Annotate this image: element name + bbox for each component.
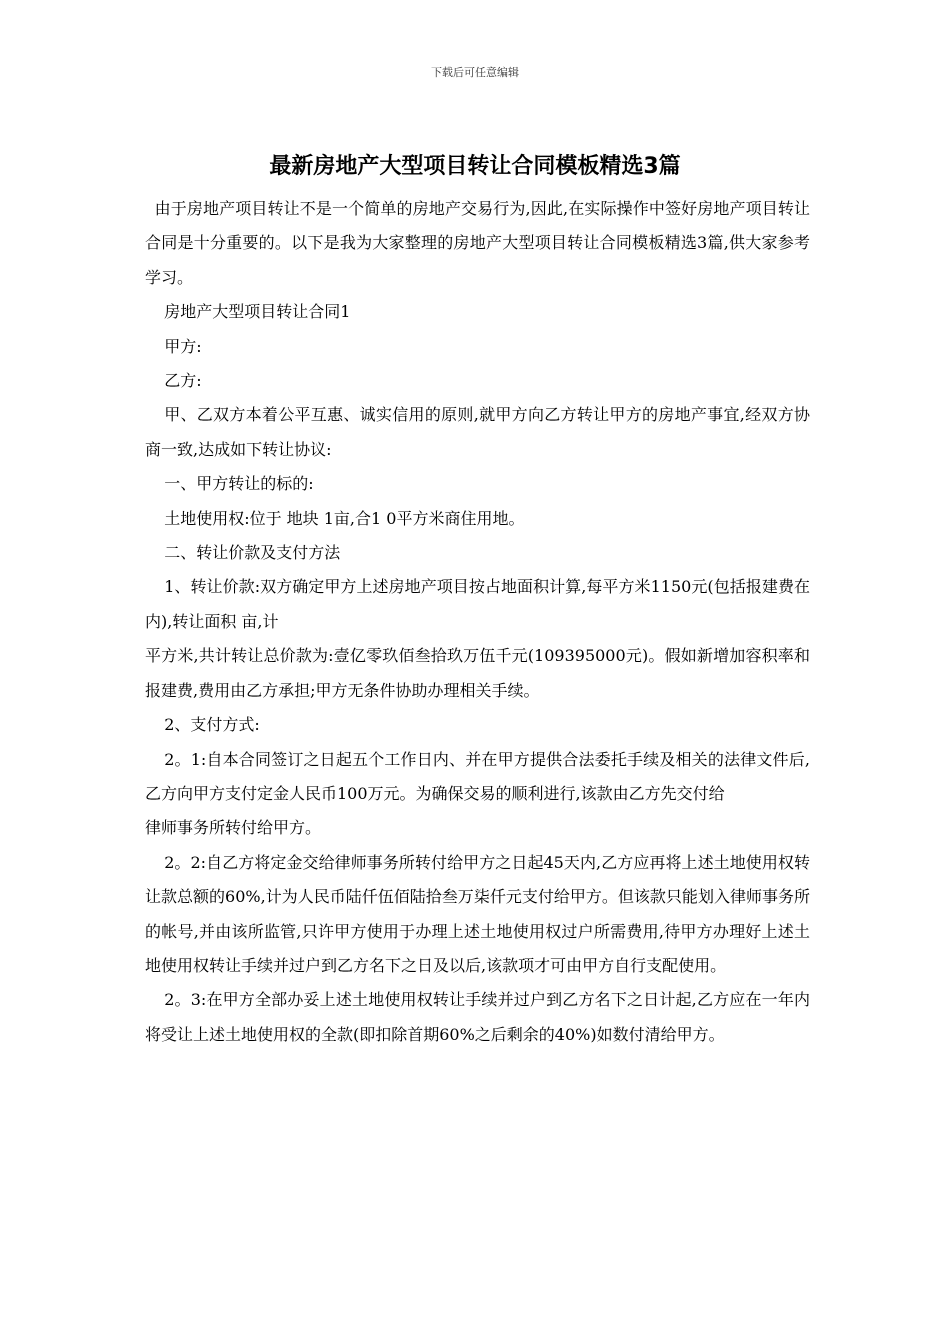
payment-clause-2-1-continuation: 律师事务所转付给甲方。 bbox=[145, 818, 322, 838]
contract-heading: 房地产大型项目转让合同1 bbox=[164, 302, 351, 322]
header-note: 下载后可任意编辑 bbox=[431, 66, 519, 79]
party-b-line: 乙方: bbox=[164, 371, 202, 391]
payment-clause-2-2: 2。2:自乙方将定金交给律师事务所转付给甲方之日起45天内,乙方应再将上述土地使用权转让款总额的60%,计为人民币陆仟伍佰陆拾叁万柒仟元支付给甲方。但该款只能划入律师事务所的帐号,并由该所监管,只许甲方使用于办理上述土地使用权过户所需费用,待甲方办理好上述土地使用权转让手续并过户到乙方名下之日及以后,该款项才可由甲方自行支配使用。 bbox=[145, 852, 810, 975]
intro-paragraph: 由于房地产项目转让不是一个简单的房地产交易行为,因此,在实际操作中签好房地产项目转让合同是十分重要的。以下是我为大家整理的房地产大型项目转让合同模板精选3篇,供大家参考学习。 bbox=[145, 199, 810, 287]
agreement-preamble: 甲、乙双方本着公平互惠、诚实信用的原则,就甲方向乙方转让甲方的房地产事宜,经双方协商一致,达成如下转让协议: bbox=[145, 405, 810, 459]
party-a-line: 甲方: bbox=[164, 336, 202, 356]
section-1-heading: 一、甲方转让的标的: bbox=[164, 474, 314, 494]
land-use-right-clause: 土地使用权:位于 地块 1亩,合1 0平方米商住用地。 bbox=[164, 508, 525, 528]
payment-method-heading: 2、支付方式: bbox=[164, 715, 260, 735]
transfer-price-clause: 1、转让价款:双方确定甲方上述房地产项目按占地面积计算,每平方米1150元(包括报建费在内),转让面积 亩,计 bbox=[145, 577, 810, 631]
document-title: 最新房地产大型项目转让合同模板精选3篇 bbox=[269, 154, 681, 179]
payment-clause-2-3: 2。3:在甲方全部办妥上述土地使用权转让手续并过户到乙方名下之日计起,乙方应在一年内将受让上述土地使用权的全款(即扣除首期60%之后剩余的40%)如数付清给甲方。 bbox=[145, 990, 810, 1044]
section-2-heading: 二、转让价款及支付方法 bbox=[164, 543, 341, 563]
transfer-price-continuation: 平方米,共计转让总价款为:壹亿零玖佰叁拾玖万伍千元(109395000元)。假如新增加容积率和报建费,费用由乙方承担;甲方无条件协助办理相关手续。 bbox=[145, 646, 810, 700]
document-body bbox=[145, 192, 810, 1052]
payment-clause-2-1: 2。1:自本合同签订之日起五个工作日内、并在甲方提供合法委托手续及相关的法律文件后,乙方向甲方支付定金人民币100万元。为确保交易的顺利进行,该款由乙方先交付给 bbox=[145, 749, 810, 803]
